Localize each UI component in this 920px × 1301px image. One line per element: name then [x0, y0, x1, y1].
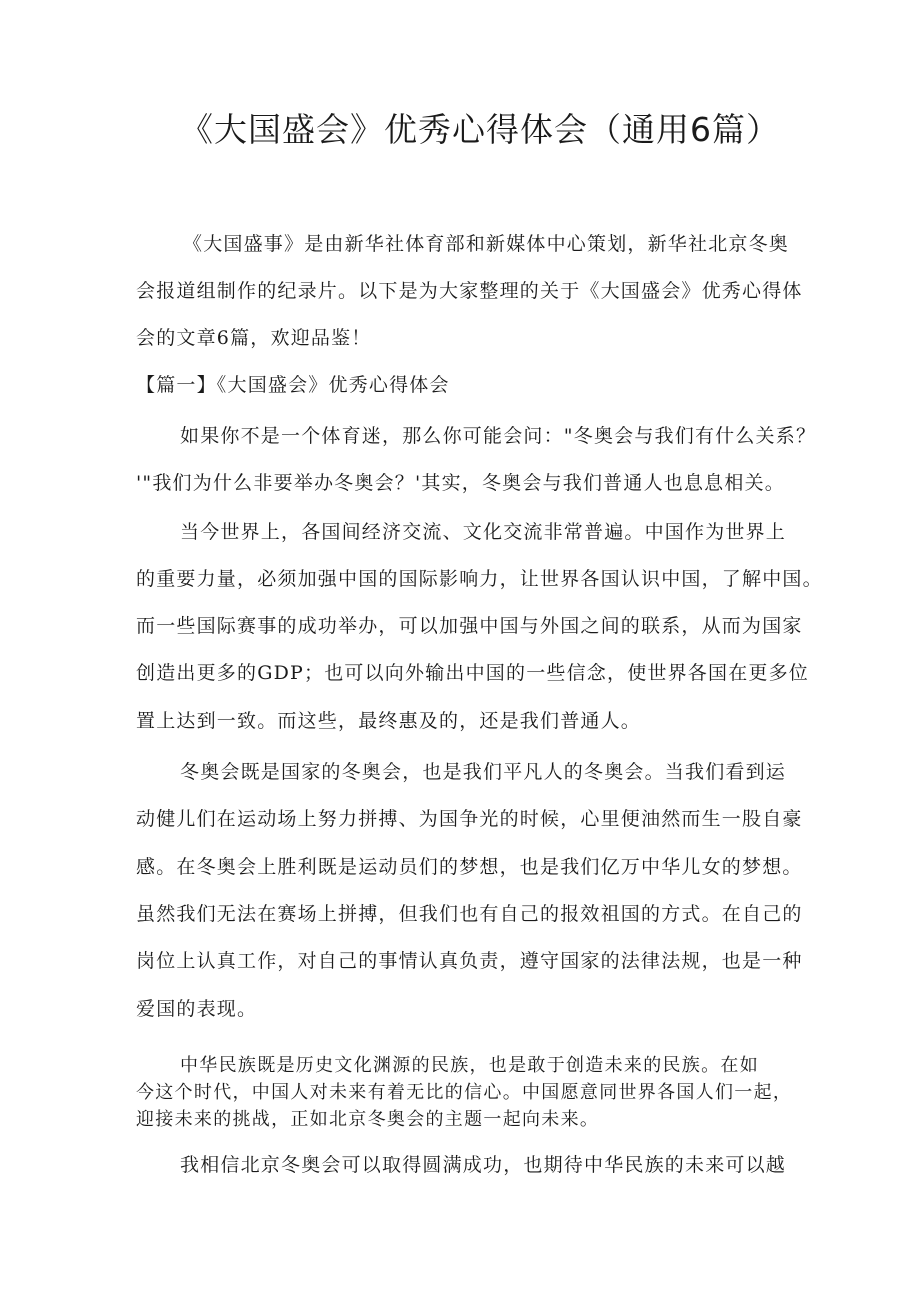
paragraph4-line-3: 迎接未来的挑战，正如北京冬奥会的主题一起向未来。 — [136, 1109, 600, 1130]
paragraph1-line-1: 如果你不是一个体育迷，那么你可能会问："冬奥会与我们有什么关系？ — [180, 425, 817, 447]
paragraph5-line-1: 我相信北京冬奥会可以取得圆满成功，也期待中华民族的未来可以越 — [180, 1154, 787, 1176]
paragraph2-line-1: 当今世界上，各国间经济交流、文化交流非常普遍。中国作为世界上 — [180, 521, 787, 543]
document-title: 《大国盛会》优秀心得体会（通用6篇） — [180, 110, 780, 149]
paragraph3-line-1: 冬奥会既是国家的冬奥会，也是我们平凡人的冬奥会。当我们看到运 — [180, 761, 787, 783]
paragraph4-line-2: 今这个时代，中国人对未来有着无比的信心。中国愿意同世界各国人们一起， — [136, 1082, 793, 1103]
paragraph3-line-2: 动健儿们在运动场上努力拼搏、为国争光的时候，心里便油然而生一股自豪 — [136, 808, 803, 830]
paragraph4-line-1: 中华民族既是历史文化渊源的民族，也是敢于创造未来的民族。在如 — [180, 1055, 759, 1076]
paragraph3-line-3: 感。在冬奥会上胜利既是运动员们的梦想，也是我们亿万中华儿女的梦想。 — [136, 856, 803, 878]
paragraph1-line-2: '"我们为什么非要举办冬奥会？'其实，冬奥会与我们普通人也息息相关。 — [136, 472, 785, 494]
paragraph2-line-4: 创造出更多的GDP；也可以向外输出中国的一些信念，使世界各国在更多位 — [136, 662, 809, 684]
paragraph3-line-6: 爱国的表现。 — [136, 998, 258, 1020]
paragraph3-line-5: 岗位上认真工作，对自己的事情认真负责，遵守国家的法律法规，也是一种 — [136, 950, 803, 972]
paragraph2-line-3: 而一些国际赛事的成功举办，可以加强中国与外国之间的联系，从而为国家 — [136, 615, 803, 637]
intro-line-1: 《大国盛事》是由新华社体育部和新媒体中心策划，新华社北京冬奥 — [183, 233, 790, 255]
paragraph2-line-2: 的重要力量，必须加强中国的国际影响力，让世界各国认识中国，了解中国。 — [136, 568, 823, 590]
paragraph2-line-5: 置上达到一致。而这些，最终惠及的，还是我们普通人。 — [136, 710, 642, 732]
intro-line-3: 会的文章6篇，欢迎品鉴！ — [136, 327, 372, 349]
section-heading: 【篇一】《大国盛会》优秀心得体会 — [136, 374, 450, 396]
intro-line-2: 会报道组制作的纪录片。以下是为大家整理的关于《大国盛会》优秀心得体 — [136, 280, 803, 302]
paragraph3-line-4: 虽然我们无法在赛场上拼搏，但我们也有自己的报效祖国的方式。在自己的 — [136, 903, 803, 925]
